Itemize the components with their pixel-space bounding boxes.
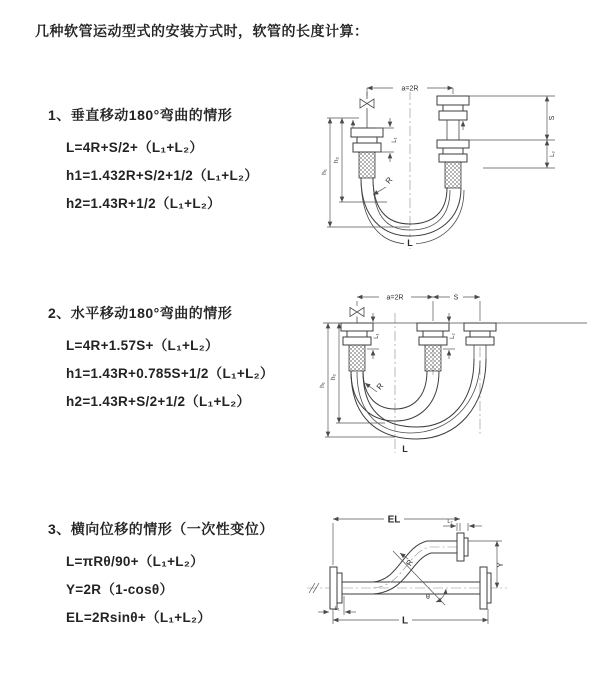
dim-label-h2: h₂ <box>330 373 337 381</box>
dim-label-y: Y <box>496 562 505 568</box>
dim-label-l1: L₁ <box>392 137 398 143</box>
formula-l: L=4R+S/2+（L₁+L₂） <box>66 140 204 155</box>
radius-label: R <box>383 175 395 186</box>
formula-l: L=4R+1.57S+（L₁+L₂） <box>66 338 219 353</box>
length-label: L <box>401 615 409 627</box>
left-flange <box>330 567 342 609</box>
length-callout <box>399 443 411 454</box>
dimension-l2 <box>443 313 456 359</box>
formula-h2: h2=1.43R+S/2+1/2（L₁+L₂） <box>66 394 251 409</box>
middle-hose-end <box>417 323 449 371</box>
length-callout <box>404 237 416 248</box>
dimension-a2r <box>357 292 480 321</box>
dimension-l <box>333 609 488 627</box>
formula-h1: h1=1.432R+S/2+1/2（L₁+L₂） <box>66 168 259 183</box>
dim-label-l1: L₁ <box>374 333 380 339</box>
valve-icon <box>350 308 364 324</box>
dimension-l2 <box>443 519 482 531</box>
formula-h1: h1=1.43R+0.785S+1/2（L₁+L₂） <box>66 366 274 381</box>
hose-s-curve-displaced <box>373 541 457 594</box>
dim-label-l1: L₁ <box>334 606 340 612</box>
dim-label-s: S <box>549 115 556 121</box>
diagram-vertical-180-bend <box>315 72 590 257</box>
dim-label-h2: h₂ <box>333 156 340 164</box>
section-2 <box>48 303 274 416</box>
dim-label-h1: h₁ <box>321 169 328 175</box>
dim-label-s: S <box>453 294 459 302</box>
dimension-l1 <box>375 118 398 162</box>
length-label: L <box>402 444 408 454</box>
section-2-heading: 2、水平移动180°弯曲的情形 <box>48 305 233 321</box>
page-title: 几种软管运动型式的安装方式时，软管的长度计算： <box>35 23 369 39</box>
left-hose-end <box>341 323 373 371</box>
dim-label-width: a=2R <box>386 294 404 302</box>
dimension-stroke-s <box>469 96 556 168</box>
dim-label-l2: L₂ <box>447 519 453 525</box>
diagram-horizontal-180-bend <box>315 285 600 470</box>
dim-label-width: a=2R <box>401 85 419 93</box>
length-label: L <box>407 238 413 248</box>
right-flange-original <box>480 567 491 609</box>
radius-callout <box>365 381 386 392</box>
formula-el: EL=2Rsinθ+（L₁+L₂） <box>66 610 212 625</box>
dimension-el <box>333 513 460 565</box>
dim-label-l2: L₂ <box>550 151 556 157</box>
radius-callout <box>373 175 395 195</box>
angle-theta <box>393 551 446 605</box>
section-1 <box>48 105 258 218</box>
diagram-lateral-displacement <box>305 505 595 640</box>
dimension-l1 <box>367 313 380 359</box>
left-hose-end <box>351 128 383 178</box>
radius-label: R <box>404 557 416 568</box>
dim-label-l2: L₂ <box>450 333 456 339</box>
right-hose-end-lower <box>437 140 469 188</box>
valve-icon <box>360 92 374 128</box>
upper-flange-displaced <box>457 533 468 561</box>
dim-label-h1: h₁ <box>319 382 326 388</box>
dim-label-el: EL <box>387 514 401 526</box>
formula-h2: h2=1.43R+1/2（L₁+L₂） <box>66 196 221 211</box>
hose-u-bends <box>351 359 486 439</box>
formula-l: L=πRθ/90+（L₁+L₂） <box>66 554 204 569</box>
section-3-heading: 3、横向位移的情形（一次性变位） <box>48 521 274 537</box>
dimension-heights <box>321 118 463 227</box>
dim-label-theta: θ <box>426 594 430 601</box>
section-1-heading: 1、垂直移动180°弯曲的情形 <box>48 107 233 123</box>
section-3 <box>48 519 274 632</box>
radius-label: R <box>374 381 386 392</box>
formula-y: Y=2R（1-cosθ） <box>66 582 174 597</box>
right-hose-end-upper <box>437 96 469 140</box>
